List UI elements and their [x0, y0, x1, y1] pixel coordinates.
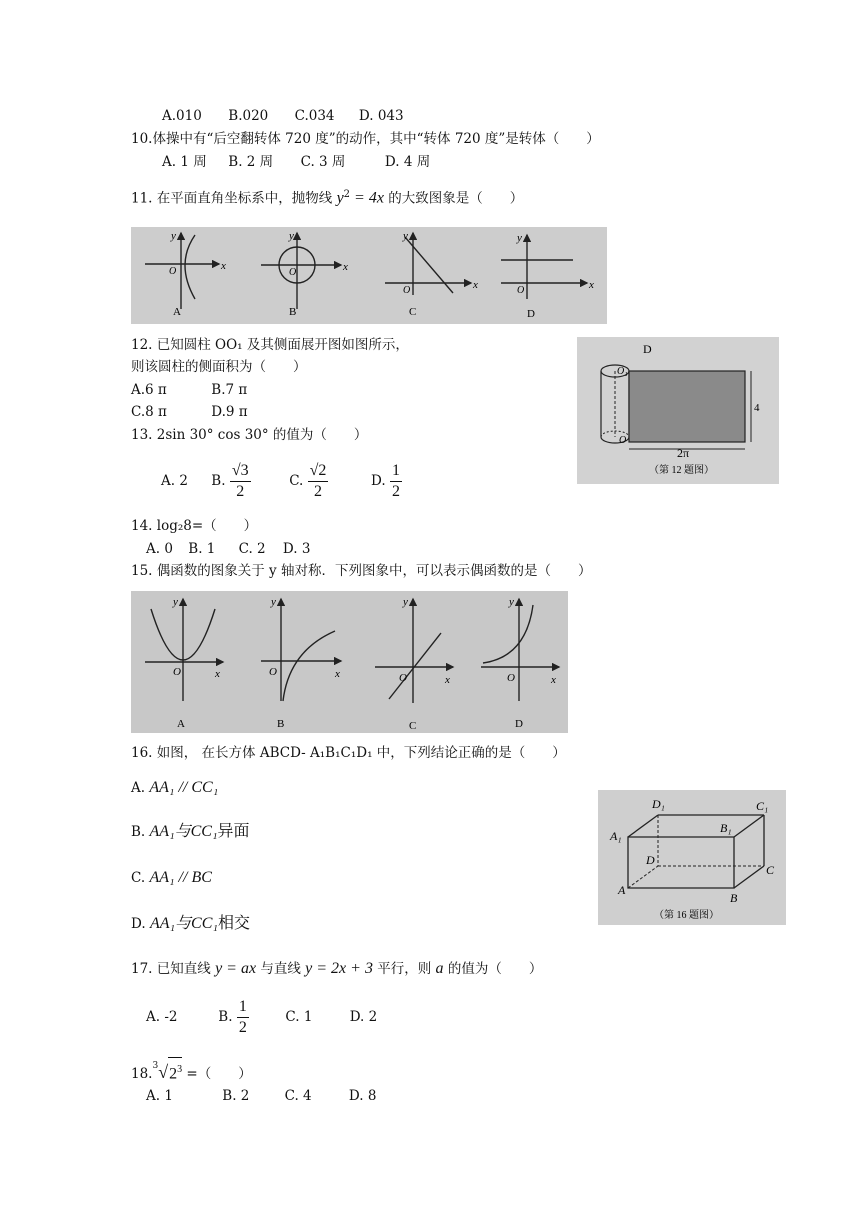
q16-option-b-prefix: B.	[131, 824, 146, 840]
q16-option-a	[131, 779, 218, 797]
q11-a-y-label: y	[171, 230, 176, 242]
q13-b-numerator: √3	[230, 461, 251, 482]
q11-b-x-label: x	[343, 261, 348, 273]
q17-b-denominator: 2	[238, 1019, 247, 1036]
svg-text:O: O	[173, 666, 181, 678]
q15-graphs	[131, 591, 568, 733]
q16-vertex-d1: D₁	[652, 797, 665, 811]
q18-power: 3	[177, 1063, 183, 1075]
q14-option-c: C. 2	[238, 541, 266, 557]
q12-stem-line2: 则该圆柱的侧面积为（ ）	[131, 359, 307, 375]
q16-stem: 16. 如图， 在长方体 ABCD- A₁B₁C₁D₁ 中，下列结论正确的是（ ）	[131, 745, 566, 761]
q11-expr-y: y	[336, 189, 344, 207]
q17-b-numerator: 1	[237, 997, 249, 1018]
q17-stem-tail: 的值为（ ）	[447, 961, 543, 977]
svg-text:x: x	[445, 674, 450, 686]
q16-figure	[598, 790, 786, 925]
q13-options	[161, 456, 402, 506]
q17-options	[146, 992, 377, 1042]
q15-graph-a	[145, 596, 223, 730]
q9-option-b: B.020	[228, 108, 269, 124]
q14-options	[146, 540, 310, 558]
q13-option-d: D.	[371, 473, 386, 489]
q16-option-d-prefix: D.	[131, 916, 146, 932]
q18-option-a: A. 1	[146, 1088, 173, 1104]
svg-text:O: O	[507, 672, 515, 684]
q11-d-y-label: y	[517, 232, 522, 244]
q18-root-index: 3	[152, 1061, 159, 1071]
q13-b-denominator: 2	[236, 483, 245, 500]
svg-text:x: x	[335, 668, 340, 680]
q17-option-d: D. 2	[349, 1009, 378, 1025]
svg-text:x: x	[551, 674, 556, 686]
q13-c-numerator: √2	[308, 461, 329, 482]
svg-text:x: x	[215, 668, 220, 680]
q18-option-c: C. 4	[284, 1088, 312, 1104]
q13-option-c-fraction	[308, 461, 329, 502]
q17-var: a	[435, 960, 444, 977]
q10-option-a: A. 1 周	[162, 154, 207, 170]
q11-graph-a	[145, 230, 226, 318]
q15-graph-c	[375, 596, 453, 732]
q14-option-b: B. 1	[188, 541, 216, 557]
q18-radicand: 2	[169, 1065, 178, 1082]
q16-option-b-text: 异面	[217, 821, 250, 840]
q16-fig-caption: （第 16 题图）	[654, 910, 719, 921]
q17-option-b-fraction	[237, 997, 249, 1038]
q10-options	[162, 153, 430, 171]
q13-d-numerator: 1	[390, 461, 402, 482]
q17-option-c: C. 1	[285, 1009, 313, 1025]
q11-d-origin: O	[517, 285, 525, 296]
q18-option-d: D. 8	[348, 1088, 377, 1104]
q10-option-d: D. 4 周	[384, 154, 431, 170]
q17-option-a: A. -2	[146, 1009, 178, 1025]
q15-label-a: A	[177, 718, 185, 730]
q17-stem-post: 平行，则	[377, 961, 432, 977]
q12-fig-label: D	[643, 342, 652, 356]
q18-options	[146, 1087, 376, 1105]
q11-a-origin: O	[169, 266, 177, 277]
q16-vertex-a1: A₁	[610, 829, 622, 843]
q16-option-c-text: AA₁ // BC	[149, 869, 212, 886]
q11-stem-pre: 11. 在平面直角坐标系中，抛物线	[131, 190, 333, 207]
q12-stem-line1: 12. 已知圆柱 OO₁ 及其侧面展开图如图所示，	[131, 337, 409, 353]
q16-option-d	[131, 914, 250, 933]
q10-option-c: C. 3 周	[300, 154, 346, 170]
q13-option-a: A. 2	[161, 473, 188, 489]
svg-text:y: y	[271, 596, 276, 608]
q16-cuboid	[598, 790, 786, 925]
q11-a-x-label: x	[221, 260, 226, 272]
q12-options-row1	[131, 381, 247, 399]
q16-vertex-c: C	[766, 863, 775, 877]
q15-graph-b	[261, 596, 341, 730]
q17-stem	[131, 960, 542, 978]
q12-option-c: C.8 π	[131, 404, 167, 420]
q15-figure	[131, 591, 568, 733]
q12-fig-o: O	[619, 435, 627, 446]
q13-option-c: C.	[289, 473, 304, 489]
q17-line2: y = 2x + 3	[305, 960, 373, 977]
q17-stem-mid: 与直线	[260, 961, 301, 977]
svg-text:O: O	[399, 672, 407, 684]
q11-graphs	[131, 227, 607, 324]
q18-option-b: B. 2	[222, 1088, 250, 1104]
svg-text:O: O	[269, 666, 277, 678]
q11-d-x-label: x	[589, 279, 594, 291]
q18-suffix: =（ ）	[182, 1066, 252, 1082]
q11-expr-rest: = 4x	[350, 189, 384, 207]
q11-graph-c	[385, 230, 478, 318]
q18-stem: $18.^3√2^3$ =（ ）	[131, 1054, 252, 1078]
q11-label-d: D	[527, 308, 535, 320]
q10-option-b: B. 2 周	[228, 154, 274, 170]
q15-graph-d	[481, 596, 559, 730]
q16-vertex-c1: C₁	[756, 799, 769, 813]
q11-graph-b	[261, 230, 348, 318]
q16-vertex-b1: B₁	[720, 821, 732, 835]
q9-option-d: D. 043	[358, 108, 404, 124]
q16-option-b-math: AA₁与CC₁	[149, 823, 218, 840]
q13-option-b-fraction	[230, 461, 251, 502]
q11-label-b: B	[289, 306, 297, 318]
q16-vertex-a: A	[618, 883, 626, 897]
q16-option-a-prefix: A.	[131, 780, 146, 796]
q16-option-c	[131, 869, 212, 887]
q11-stem-post: 的大致图象是（ ）	[388, 190, 524, 207]
q13-c-denominator: 2	[314, 483, 323, 500]
q11-c-y-label: y	[403, 230, 408, 242]
q18-prefix: 18.	[131, 1066, 153, 1082]
q11-stem: 11. 在平面直角坐标系中，抛物线 $y^2 = 4x$ 的大致图象是（ ）	[131, 189, 524, 207]
q11-figure	[131, 227, 607, 324]
q11-c-x-label: x	[473, 279, 478, 291]
q11-label-a: A	[173, 306, 181, 318]
q12-option-a: A.6 π	[131, 382, 167, 398]
q13-option-d-fraction	[390, 461, 402, 502]
q16-vertex-d: D	[646, 853, 655, 867]
svg-text:y: y	[403, 596, 408, 608]
q9-options	[162, 107, 404, 125]
svg-text:y: y	[509, 596, 514, 608]
q9-option-c: C.034	[294, 108, 335, 124]
q12-option-d: D.9 π	[211, 404, 248, 420]
q12-figure	[577, 337, 779, 484]
q15-label-d: D	[515, 718, 523, 730]
q14-stem: 14. log₂8=（ ）	[131, 518, 258, 534]
q15-stem: 15. 偶函数的图象关于 y 轴对称．下列图象中，可以表示偶函数的是（ ）	[131, 563, 592, 579]
q17-line1: y = ax	[215, 960, 257, 977]
q17-stem-pre: 17. 已知直线	[131, 961, 211, 977]
q11-c-origin: O	[403, 285, 411, 296]
q9-option-a: A.010	[162, 108, 202, 124]
q15-label-c: C	[409, 720, 417, 732]
q16-vertex-b: B	[730, 891, 738, 905]
q12-option-b: B.7 π	[211, 382, 248, 398]
q16-option-b	[131, 822, 250, 841]
q11-graph-d	[501, 232, 594, 320]
q12-fig-o1: O₁	[617, 366, 628, 377]
q14-option-a: A. 0	[146, 541, 173, 557]
svg-text:y: y	[173, 596, 178, 608]
q17-option-b: B.	[218, 1009, 233, 1025]
q16-option-d-text: 相交	[217, 913, 250, 932]
q13-option-b: B.	[211, 473, 226, 489]
q11-b-y-label: y	[289, 230, 294, 242]
q12-options-row2	[131, 403, 248, 421]
q12-net-rectangle	[629, 371, 745, 442]
q12-fig-width: 2π	[677, 446, 690, 460]
q13-stem: 13. 2sin 30° cos 30° 的值为（ ）	[131, 427, 368, 443]
q12-fig-height: 4	[754, 402, 760, 414]
q16-option-d-math: AA₁与CC₁	[149, 915, 218, 932]
q16-option-a-text: AA₁ // CC₁	[149, 779, 219, 796]
q11-label-c: C	[409, 306, 417, 318]
q14-option-d: D. 3	[282, 541, 311, 557]
q12-cylinder-net	[577, 337, 779, 484]
q13-d-denominator: 2	[391, 483, 400, 500]
q12-fig-caption: （第 12 题图）	[649, 465, 714, 476]
q16-option-c-prefix: C.	[131, 870, 146, 886]
q10-stem: 10.体操中有“后空翻转体 720 度”的动作，其中“转体 720 度”是转体（ ）	[131, 131, 600, 147]
q15-label-b: B	[277, 718, 285, 730]
q11-b-origin: O	[289, 267, 297, 278]
